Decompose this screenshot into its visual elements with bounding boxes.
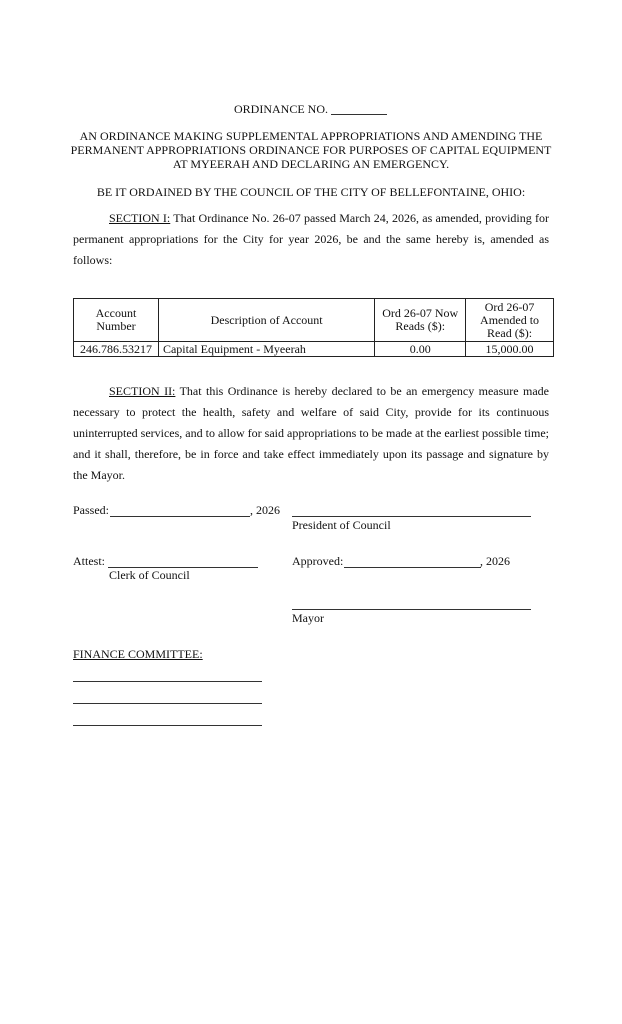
section-two: [73, 381, 549, 486]
section-one: [73, 208, 549, 271]
ordinance-number-blank: [331, 114, 387, 115]
amended-cell: 15,000.00: [466, 342, 554, 357]
section-one-text: That Ordinance No. 26-07 passed March 24, 2026, as amended, providing for permanent appropriations for the City for year 2026, be and the same hereby is, amended as follows:: [73, 211, 550, 267]
table-header-row: [74, 299, 554, 342]
ordained-clause: BE IT ORDAINED BY THE COUNCIL OF THE CITY OF BELLEFONTAINE, OHIO:: [96, 185, 526, 199]
section-two-heading: SECTION II:: [109, 384, 176, 398]
committee-signature-line: [73, 681, 262, 682]
approved-year: , 2026: [480, 554, 510, 568]
account-number-cell: 246.786.53217: [74, 342, 159, 357]
section-two-text: That this Ordinance is hereby declared to be an emergency measure made necessary to protect the health, safety and welfare of said City, provide for its continuous uninterrupted services, and to allow for said appropriations to be made at the earliest possible time; and it shall, therefore, be in force and take effect immediately upon its passage and signature by the Mayor.: [73, 384, 549, 482]
mayor-signature-line: [292, 609, 531, 610]
ordinance-number-label: ORDINANCE NO.: [234, 102, 328, 116]
column-header: Ord 26-07 Amended to Read ($):: [466, 299, 554, 342]
column-header: Ord 26-07 Now Reads ($):: [375, 299, 466, 342]
appropriations-table: [73, 298, 554, 357]
passed-label: Passed:: [73, 503, 109, 517]
ordinance-title: AN ORDINANCE MAKING SUPPLEMENTAL APPROPRIATIONS AND AMENDING THE PERMANENT APPROPRIATIONS ORDINANCE FOR PURPOSES OF CAPITAL EQUIPMENT AT MYEERAH AND DECLARING AN EMERGENCY.: [70, 129, 552, 171]
approved-date-line: [344, 567, 481, 568]
approved-label: Approved:: [292, 554, 344, 568]
table-row: [74, 342, 554, 357]
mayor-label: Mayor: [292, 611, 324, 625]
president-signature-line: [292, 516, 531, 517]
committee-signature-line: [73, 725, 262, 726]
clerk-label: Clerk of Council: [109, 568, 190, 582]
section-one-heading: SECTION I:: [109, 211, 171, 225]
president-label: President of Council: [292, 518, 391, 532]
description-cell: Capital Equipment - Myeerah: [158, 342, 374, 357]
committee-signature-line: [73, 703, 262, 704]
passed-date-line: [110, 516, 250, 517]
column-header: Account Number: [74, 299, 159, 342]
column-header: Description of Account: [158, 299, 374, 342]
now-reads-cell: 0.00: [375, 342, 466, 357]
attest-label: Attest:: [73, 554, 105, 568]
passed-year: , 2026: [250, 503, 280, 517]
finance-committee-label: FINANCE COMMITTEE:: [73, 647, 203, 661]
ordinance-number-line: [234, 102, 328, 117]
